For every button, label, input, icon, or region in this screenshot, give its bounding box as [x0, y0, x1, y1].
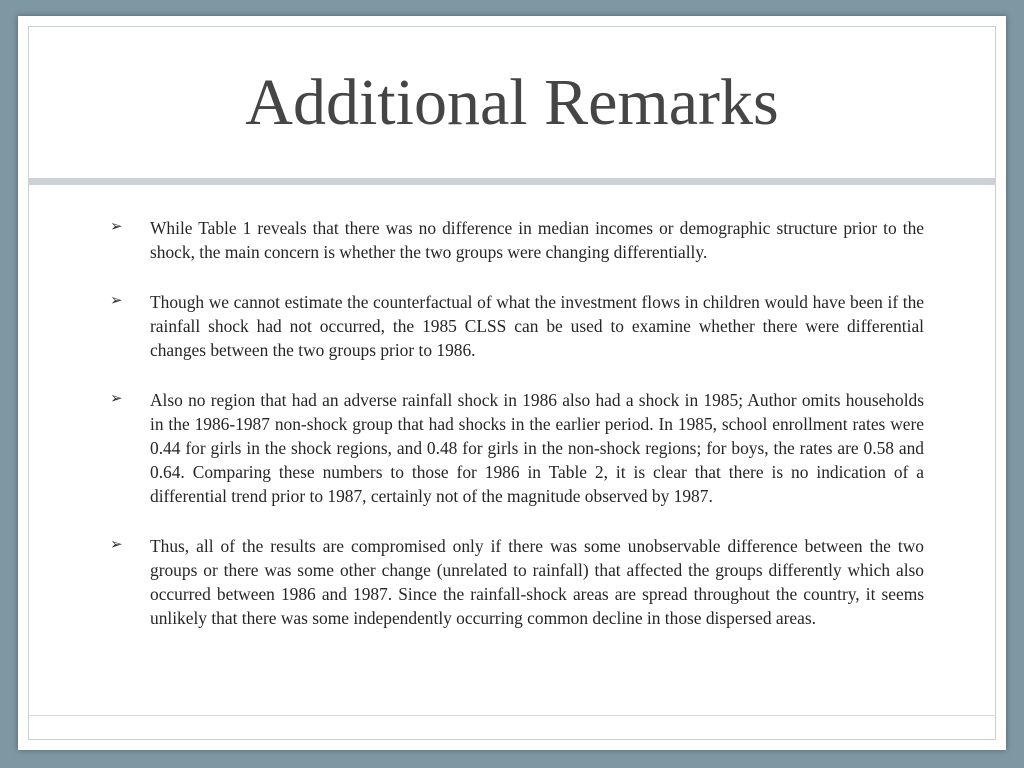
arrow-bullet-icon: ➢ — [110, 291, 123, 309]
title-area — [28, 26, 996, 178]
slide — [18, 16, 1006, 750]
bullet-text: Though we cannot estimate the counterfactual of what the investment flows in children would have been if the rainfall shock had not occurred, the 1985 CLSS can be used to examine whether there were differential changes between the two groups prior to 1986. — [150, 292, 924, 360]
title-divider — [28, 178, 996, 185]
slide-body — [110, 216, 924, 656]
bullet-item — [110, 290, 924, 362]
bullet-text: While Table 1 reveals that there was no difference in median incomes or demographic structure prior to the shock, the main concern is whether the two groups were changing differentially. — [150, 218, 924, 262]
bullet-text: Also no region that had an adverse rainfall shock in 1986 also had a shock in 1985; Author omits households in the 1986-1987 non-shock group that had shocks in the earlier period. In 1985, school enrollment rates were 0.44 for girls in the shock regions, and 0.48 for girls in the non-shock regions; for boys, the rates are 0.58 and 0.64. Comparing these numbers to those for 1986 in Table 2, it is clear that there is no indication of a differential trend prior to 1987, certainly not of the magnitude observed by 1987. — [150, 390, 924, 506]
bullet-text: Thus, all of the results are compromised only if there was some unobservable difference between the two groups or there was some other change (unrelated to rainfall) that affected the groups differently which also occurred between 1986 and 1987. Since the rainfall-shock areas are spread throughout the country, it seems unlikely that there was some independently occurring common decline in those dispersed areas. — [150, 536, 924, 628]
footer-divider — [28, 715, 996, 716]
arrow-bullet-icon: ➢ — [110, 389, 123, 407]
slide-title: Additional Remarks — [245, 66, 779, 139]
bullet-item — [110, 216, 924, 264]
arrow-bullet-icon: ➢ — [110, 535, 123, 553]
bullet-item — [110, 388, 924, 508]
bullet-item — [110, 534, 924, 630]
arrow-bullet-icon: ➢ — [110, 217, 123, 235]
